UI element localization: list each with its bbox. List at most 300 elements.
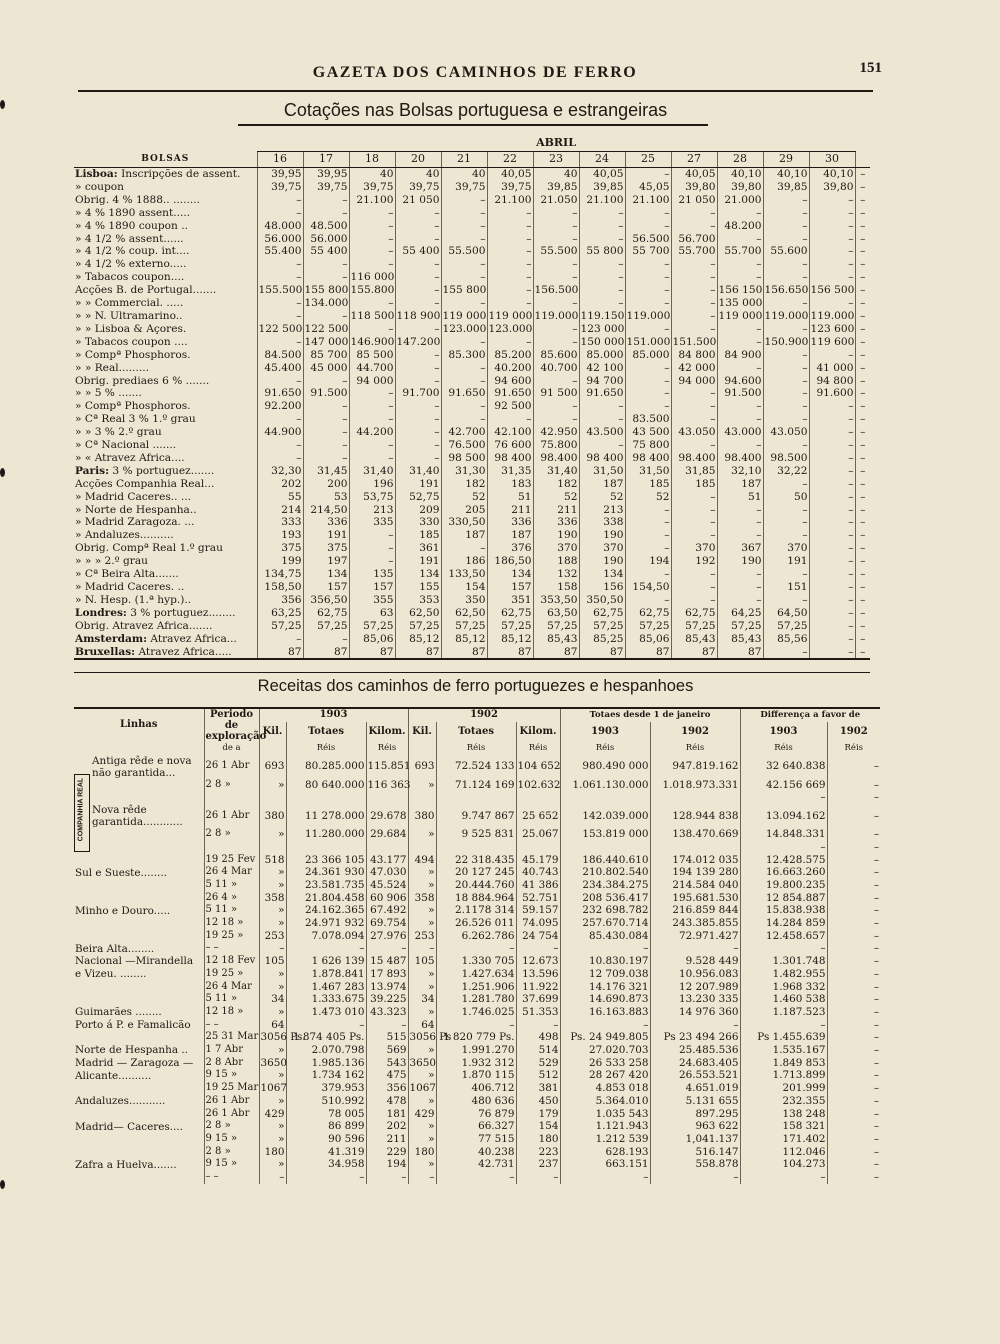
quote-value: – [625,516,671,529]
km-1902: » [408,1095,436,1108]
km-1902: » [408,904,436,917]
km-1903 [259,841,286,854]
quote-value: 43 500 [625,426,671,439]
per-km-1902: 40.743 [516,866,560,879]
quote-value: – [671,439,717,452]
quote-value: – [257,258,303,271]
quote-value: 39,85 [533,181,579,194]
quote-value: – [809,465,855,478]
quote-value: – [763,439,809,452]
period: 5 11 » [204,879,259,892]
quote-value: 42 000 [671,362,717,375]
kil-header: Kil. [259,722,286,742]
quote-value: – [395,426,441,439]
quote-value: 150 000 [580,335,625,348]
per-km-1902: 514 [516,1044,560,1057]
total-1903: 1 874 405 Ps. [286,1031,366,1044]
revenue-row [74,955,880,968]
quote-value: – [717,439,763,452]
diff-1903: 12 854.887 [740,892,827,905]
kilom-header: Kilom. [366,722,408,742]
diff-1903: 32 640.838 [740,755,827,779]
quote-value: 85,12 [487,633,533,646]
quote-value: 63 [349,607,395,620]
revenue-row [74,866,880,879]
total-1902: 26.526 011 [436,917,516,930]
exchange-name: Amsterdam: [75,632,147,645]
ytd-1903: 1.121.943 [560,1120,650,1133]
quote-value: – [671,594,717,607]
quote-value: 151.500 [672,335,717,348]
quote-value: 91.600 [809,387,855,400]
quote-value: 85.300 [441,349,487,362]
quote-value: 155.800 [350,284,395,297]
diff-1903: 171.402 [740,1133,827,1146]
quote-value: 40.700 [533,362,579,375]
total-1903: 1.734 162 [286,1069,366,1082]
quote-value: – [671,413,717,426]
exchange-name: Lisboa: [75,168,118,180]
ytd-1903: 663.151 [560,1158,650,1171]
quote-value: – [303,207,349,220]
total-1903: 1.333.675 [286,993,366,1006]
km-1903: » [259,1133,286,1146]
km-1902: » [408,879,436,892]
line-name [74,930,204,943]
quote-value: 132 [533,568,579,581]
ytd-1902 [650,841,740,854]
quote-value: – [809,594,855,607]
ytd-1902: 174.012 035 [650,854,740,867]
revenue-row [74,1108,880,1121]
quote-value: 57,25 [487,620,533,633]
per-km-1903: 43.177 [366,854,408,867]
km-1902: » [408,828,436,841]
ytd-1903: 14.176 321 [560,981,650,994]
ytd-1902: 24.683.405 [650,1057,740,1070]
quote-value: – [349,439,395,452]
security-label [74,297,257,310]
quote-value: – [395,375,441,388]
km-1903: – [259,942,286,955]
diff-1902: – [827,1146,880,1159]
quote-value: 87 [303,646,349,660]
quote-value: 57,25 [579,620,625,633]
per-km-1902: – [516,1019,560,1032]
quote-value: 193 [257,529,303,542]
per-km-1903: 69.754 [366,917,408,930]
km-1903: » [259,1044,286,1057]
km-1903: 105 [259,955,286,968]
ytd-1903: 1.212 539 [560,1133,650,1146]
per-km-1903: 29.684 [366,828,408,841]
quote-value: – [763,516,809,529]
km-1903: 1067 [260,1082,287,1095]
security-label [74,633,257,646]
quote-value: 98 400 [579,452,625,465]
quote-value: 116 000 [350,271,395,284]
quote-row: » « Atravez Africa.... – – – – 98 500 98 400 98.400 98 400 98 400 98.400 98.400 98.500 – – [74,452,870,465]
line-name [74,892,204,905]
quote-value: – [257,271,303,284]
quote-value: 156.650 [764,284,809,297]
quote-value: – [579,271,625,284]
quote-value: – [257,336,303,349]
quote-value: 330 [395,516,441,529]
quote-value: 57,25 [671,620,717,633]
quote-value: – [763,504,809,517]
period: 1 7 Abr [204,1044,259,1057]
quote-value: – [671,207,717,220]
quote-row: » Cª Real 3 % 1.º grau – – – – – – – – 83.500 – – – – – [74,413,870,426]
total-1902: 1.281.780 [436,993,516,1006]
per-km-1902: 11.922 [516,981,560,994]
quotations-table [74,136,870,660]
line-name: Madrid — Zaragoza — [75,1057,194,1070]
reis-unit: Réis [286,742,366,755]
revenue-row [74,1044,880,1057]
per-km-1902: 52.751 [516,892,560,905]
security-label [74,245,257,258]
diff-1903: 1.301.748 [740,955,827,968]
section-divider [74,672,870,673]
security-name: Atravez Africa..... [138,645,232,658]
quote-value: 62,50 [395,607,441,620]
km-1903: » [259,866,286,879]
linhas-header: Linhas [74,708,204,742]
revenue-row [74,892,880,905]
security-name: » Cª Real 3 % 1.º grau [75,413,196,426]
security-name: Acções Companhia Real... [75,477,215,490]
km-1903: » [259,968,286,981]
ytd-1903: – [560,1019,650,1032]
revenue-row [74,1057,880,1070]
quote-value: 55 400 [303,245,349,258]
quote-value: – [487,413,533,426]
quote-value: 62,75 [671,607,717,620]
quote-value: – [625,504,671,517]
revenue-row [74,1171,880,1184]
quote-value: 32,22 [763,465,809,478]
quote-value: 39,85 [763,181,809,194]
quote-value: 119.000 [764,309,809,322]
period: 26 1 Abr [204,755,259,779]
total-1903: 24.162.365 [286,904,366,917]
security-label [74,233,257,246]
quote-row: » » 5 % ....... 91.650 91.500 – 91.700 91.650 91.650 91 500 91.650 – – 91.500 – 91.600 – [74,387,870,400]
diff-1902: – [827,955,880,968]
quote-value: – [441,362,487,375]
security-label [74,310,257,323]
per-km-1902: 25.067 [516,828,560,841]
quote-value: – [809,207,855,220]
ytd-1903: 208 536.417 [560,892,650,905]
quote-value: 62,75 [579,607,625,620]
bolsas-header: BOLSAS [74,152,257,168]
quote-value: 135 000 [718,297,763,310]
per-km-1903 [366,841,408,854]
ytd-1902: 947.819.162 [650,755,740,779]
period: 26 1 Abr [204,1095,259,1108]
quote-value: 39,80 [671,181,717,194]
diff-1902: – [827,930,880,943]
diff-1902: – [827,942,880,955]
reis-unit: Réis [366,742,408,755]
quote-value: 43.000 [717,426,763,439]
quote-value: 52 [625,491,671,504]
periodo-header: Periodo de exploração [205,709,267,742]
period: 19 25 » [204,930,259,943]
ytd-1902: 963 622 [650,1120,740,1133]
quote-value: 122 500 [304,322,349,335]
quote-value: 42 100 [579,362,625,375]
quote-value: 55.500 [533,245,579,258]
diff-1902: – [827,791,880,804]
quote-value: 202 [257,478,303,491]
reis-unit: Réis [740,742,827,755]
total-1903: 23 366 105 [286,854,366,867]
ytd-1903: 628.193 [560,1146,650,1159]
line-name [74,879,204,892]
diff-1903: 1.187.523 [740,1006,827,1019]
quote-value: – [717,516,763,529]
quote-value: 52 [533,491,579,504]
total-1903: 80 640.000 [286,779,366,792]
quote-row: » Cª Beira Alta....... 134,75 134 135 134 133,50 134 132 134 – – – – – – [74,568,870,581]
quote-value: – [809,426,855,439]
quote-value: 31,50 [579,465,625,478]
total-1903: 7.078.094 [286,930,366,943]
quote-value: 53 [303,491,349,504]
company-real-label: COMPANHIA REAL [77,777,85,842]
quote-value: – [671,323,717,336]
quote-value: – [533,375,579,388]
total-1902: 9.747 867 [436,804,516,828]
quote-value: 98 400 [487,452,533,465]
revenue-table [74,707,880,1184]
security-label [74,271,257,284]
quote-row: » » » 2.º grau 199 197 – 191 186 186,50 188 190 194 192 190 191 – – [74,555,870,568]
quote-value: 42.700 [441,426,487,439]
ytd-1903: 257.670.714 [560,917,650,930]
diff-1903: – [740,1171,827,1184]
diff-1903: 158 321 [740,1120,827,1133]
quote-value: 147.200 [396,335,441,348]
revenue-row [74,1158,880,1171]
quote-value: 43.500 [579,426,625,439]
quote-row: » » Lisboa & Açores. 122 500 122 500 – – 123.000 123.000 – 123 000 – – – – 123 600 – [74,323,870,336]
diff-1903: 14.848.331 [740,828,827,841]
security-name: » Madrid Caceres. .. [75,581,185,593]
security-name: » N. Hesp. (1.ª hyp.).. [75,593,192,606]
quote-value: – [763,194,809,207]
quote-value: 134 [487,568,533,581]
km-1902 [408,791,436,804]
per-km-1902: 25 652 [516,804,560,828]
quote-value: – [257,439,303,452]
period: 9 15 » [204,1133,259,1146]
km-1903: 518 [259,854,286,867]
diff-1902: – [827,1019,880,1032]
total-1903: – [286,1171,366,1184]
quote-value: – [395,271,441,284]
quote-value: – [763,568,809,581]
quote-value: 194 [625,555,671,568]
quote-value: – [257,633,303,646]
security-label [74,478,257,491]
per-km-1902 [516,791,560,804]
quote-value: 119.000 [626,309,671,322]
quote-value: 39,75 [487,181,533,194]
quote-value: 31,40 [533,465,579,478]
quote-value: 55.600 [763,245,809,258]
ytd-1902: – [650,1171,740,1184]
quote-value: 375 [303,542,349,555]
quote-value: 57,25 [717,620,763,633]
quote-value: – [809,271,855,284]
km-1903: » [259,1006,286,1019]
quote-value: – [349,258,395,271]
quote-value: – [579,207,625,220]
km-1903 [259,791,286,804]
quote-value: 84.500 [257,349,303,362]
quote-value: – [625,207,671,220]
quote-value: 63,25 [257,607,303,620]
km-1903: 429 [259,1108,286,1121]
quote-value: – [625,529,671,542]
diferenca-header: Differença a favor de [740,708,880,722]
line-name: Nacional —Mirandella [75,955,194,968]
quote-value: 214,50 [303,504,349,517]
security-name: Obrig. Compª Real 1.º grau [75,542,223,555]
revenue-row [74,981,880,994]
quote-value: 62,50 [441,607,487,620]
diff-1903: Ps 1.455.639 [740,1031,827,1044]
period: 5 11 » [204,993,259,1006]
quote-value: 158 [533,581,579,594]
diff-1903: 14.284 859 [740,917,827,930]
security-label [74,349,257,362]
quote-value: – [303,400,349,413]
quote-value: 187 [441,529,487,542]
security-name: » Tabacos coupon.... [75,271,185,284]
security-name: Inscripções de assent. [121,168,241,180]
period: 2 8 » [204,779,259,792]
quote-value: – [487,284,533,297]
per-km-1902: 59.157 [516,904,560,917]
quote-value: – [671,258,717,271]
total-1902: 18 884.964 [436,892,516,905]
period: 12 18 Fev [204,955,259,968]
punch-mark [0,1180,5,1189]
quote-value: 350 [441,594,487,607]
quote-value: – [533,413,579,426]
line-name [74,1108,204,1121]
security-label [74,465,257,478]
total-1902: 20.444.760 [436,879,516,892]
quote-value: 87 [717,646,763,660]
km-1902: » [408,1006,436,1019]
line-name: Nova rêde garantida............ [92,804,183,829]
quote-value: – [395,207,441,220]
total-1902: 76 879 [436,1108,516,1121]
period: 12 18 » [204,917,259,930]
quote-value: – [441,220,487,233]
security-label [74,400,257,413]
per-km-1902: 12.673 [516,955,560,968]
sub-1903-header: 1903 [560,722,650,742]
per-km-1903: 67.492 [366,904,408,917]
total-1903: 21.804.458 [286,892,366,905]
total-1902: 42.731 [436,1158,516,1171]
quote-value: 353,50 [533,594,579,607]
quote-value: – [625,168,671,181]
security-label [74,284,257,297]
km-1902: 429 [408,1108,436,1121]
per-km-1903: 39.225 [366,993,408,1006]
quote-value: – [395,220,441,233]
quote-value: 351 [487,594,533,607]
km-1903: 34 [259,993,286,1006]
quote-value: – [671,491,717,504]
km-1902: 34 [408,993,436,1006]
total-1902: 40.238 [436,1146,516,1159]
diff-1903: – [740,841,827,854]
security-name: 3 % portuguez........ [130,606,236,619]
quote-row: » Andaluzes.......... 193 191 – 185 187 187 190 190 – – – – – – [74,529,870,542]
quote-value: – [395,297,441,310]
quote-value: – [395,452,441,465]
line-name [74,1031,204,1044]
km-1903: » [259,828,286,841]
diff-1903: 232.355 [740,1095,827,1108]
per-km-1903: 229 [366,1146,408,1159]
per-km-1903 [366,791,408,804]
quote-value: – [395,400,441,413]
reis-unit: Réis [436,742,516,755]
ytd-1903 [560,791,650,804]
line-name: Madrid— Caceres.... [75,1120,183,1133]
total-1903: 24.361 930 [286,866,366,879]
total-1902: 1 820 779 Ps. [436,1031,516,1044]
ytd-1903: 153.819 000 [560,828,650,841]
revenue-row [74,1069,880,1082]
security-name: » » 3 % 2.º grau [75,426,162,439]
quote-value: – [349,245,395,258]
per-km-1903: 47.030 [366,866,408,879]
quote-value: 31,40 [349,465,395,478]
ytd-1902: 194 139 280 [650,866,740,879]
line-name [74,1171,204,1184]
per-km-1903: 515 [366,1031,408,1044]
line-name: Andaluzes........... [75,1095,166,1108]
ytd-1902: – [650,1019,740,1032]
quote-value: – [303,633,349,646]
revenue-row [74,879,880,892]
per-km-1902: – [516,942,560,955]
quote-value: – [671,529,717,542]
year-1902-header: 1902 [408,708,560,722]
quote-value: – [625,220,671,233]
quote-value: 76.500 [441,439,487,452]
quote-value: 55.400 [257,245,303,258]
quote-value: 91.650 [579,387,625,400]
units-row [74,742,880,755]
diff-1902: – [827,828,880,841]
diff-1903: 12.458.657 [740,930,827,943]
quote-value: 87 [625,646,671,660]
quote-value: 123.000 [488,322,533,335]
